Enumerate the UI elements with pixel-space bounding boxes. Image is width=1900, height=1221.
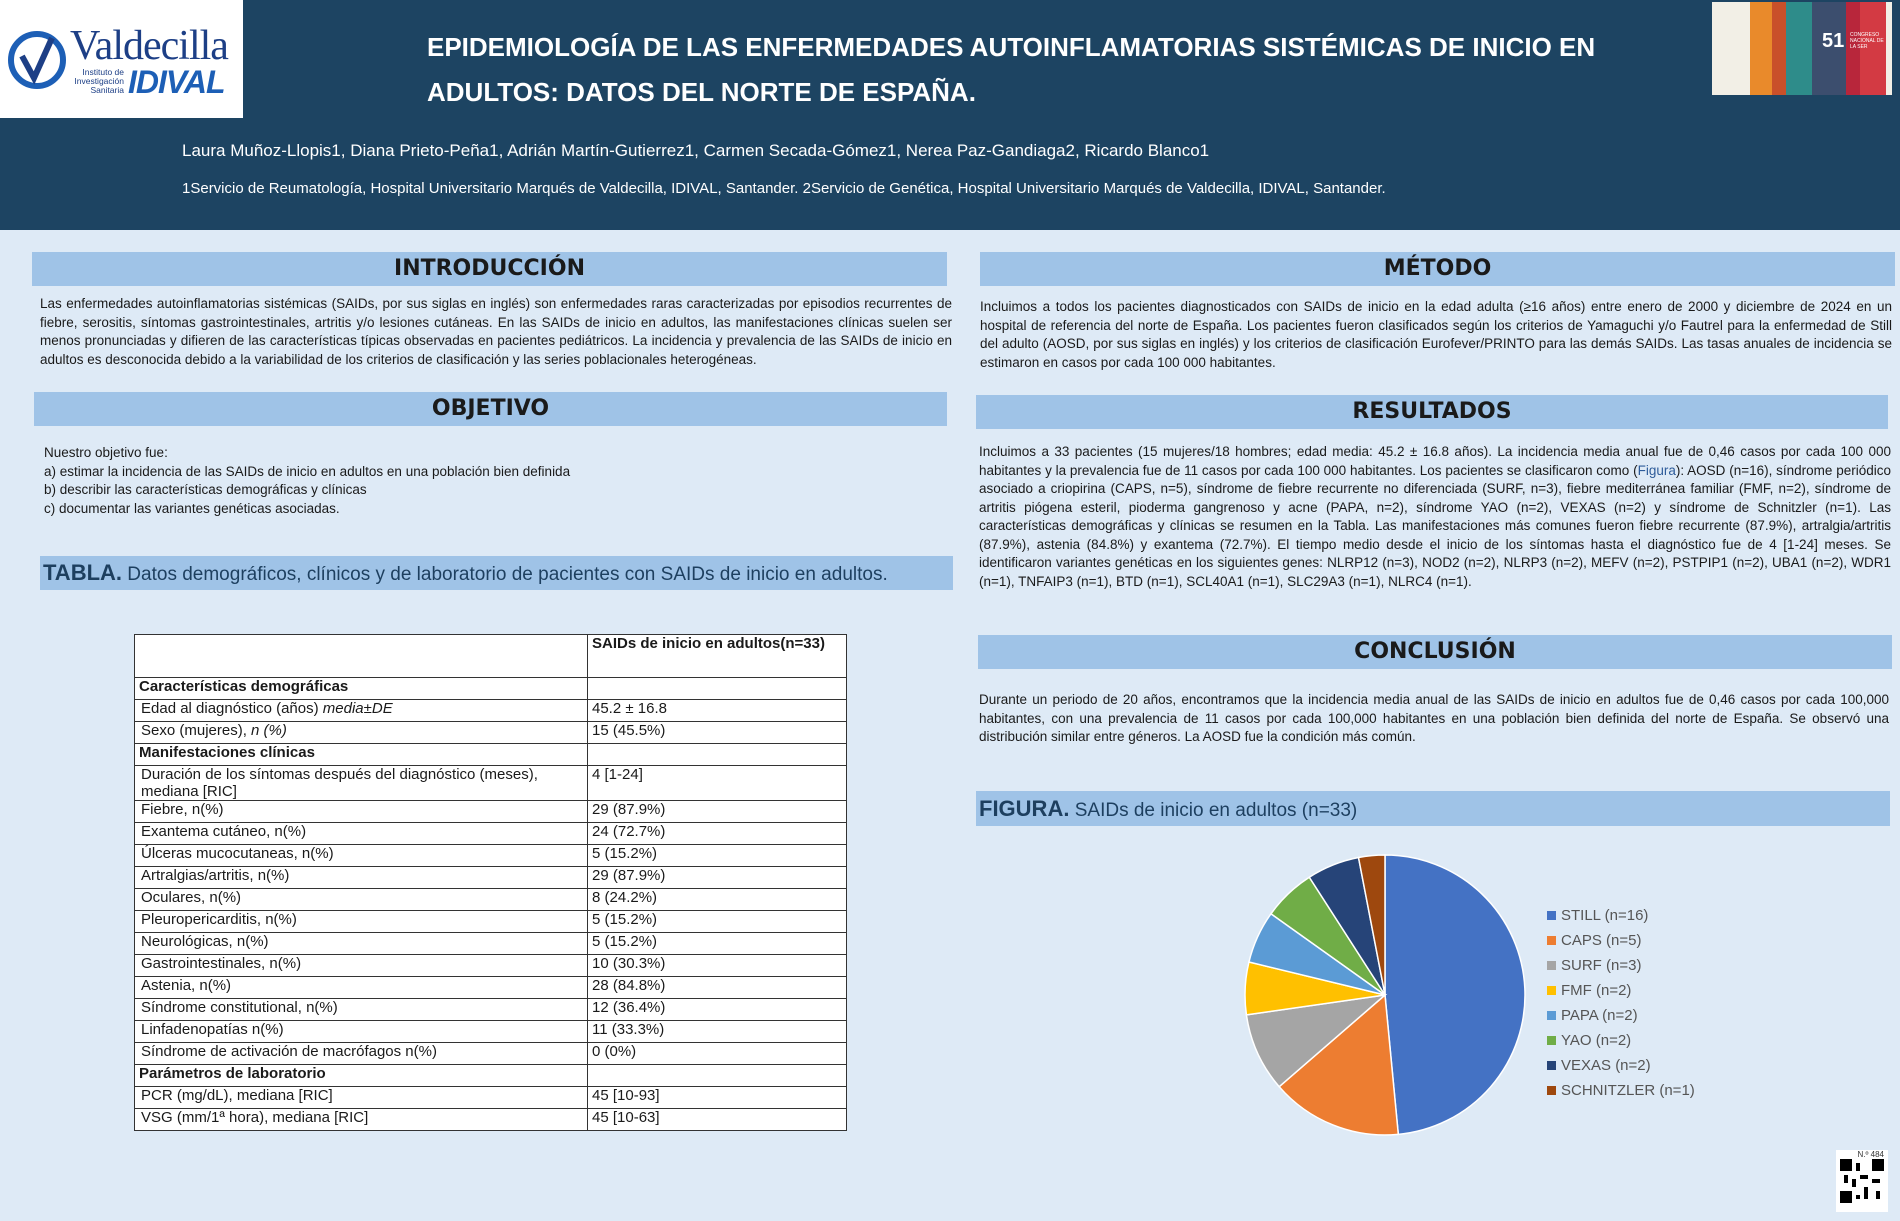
table-section-row — [135, 1065, 847, 1087]
table-row — [135, 977, 847, 999]
legend-label: FMF (n=2) — [1561, 982, 1632, 999]
row-label-text: Oculares, n(%) — [141, 889, 242, 906]
legend-swatch — [1547, 1086, 1556, 1095]
resultados-text — [979, 443, 1891, 591]
table-row — [135, 1109, 847, 1131]
congress-text: CONGRESO NACIONAL DE LA SER — [1850, 32, 1884, 50]
table-row-label — [135, 722, 588, 744]
row-label-unit: media±DE — [322, 700, 393, 717]
row-label-text: Sexo (mujeres), — [141, 722, 252, 739]
table-column-header: SAIDs de inicio en adultos(n=33) — [588, 635, 847, 678]
table-row — [135, 999, 847, 1021]
table-row-label — [135, 977, 588, 999]
table-row — [135, 867, 847, 889]
table-row-value: 5 (15.2%) — [588, 845, 847, 867]
legend-label: VEXAS (n=2) — [1561, 1057, 1651, 1074]
table-row — [135, 1087, 847, 1109]
row-label-text: PCR (mg/dL), mediana [RIC] — [141, 1087, 333, 1104]
table-row — [135, 700, 847, 722]
table-header-row — [135, 635, 847, 678]
table-row-label — [135, 744, 588, 766]
intro-heading: INTRODUCCIÓN — [32, 252, 947, 286]
table-row-value: 29 (87.9%) — [588, 801, 847, 823]
row-label-text: Duración de los síntomas después del diagnóstico (meses), mediana [RIC] — [141, 766, 538, 800]
logo-idival: IDIVAL — [128, 64, 225, 100]
table-row-value: 45 [10-63] — [588, 1109, 847, 1131]
table-row-value: 5 (15.2%) — [588, 911, 847, 933]
objetivo-list — [44, 444, 944, 518]
legend-label: SURF (n=3) — [1561, 957, 1642, 974]
legend-swatch — [1547, 1036, 1556, 1045]
tabla-caption-label: TABLA. — [43, 560, 123, 585]
legend-label: PAPA (n=2) — [1561, 1007, 1638, 1024]
intro-text: Las enfermedades autoinflamatorias sistémicas (SAIDs, por sus siglas en inglés) son enfermedades raras caracterizadas por episodios recurrentes de fiebre, serositis, síntomas gastrointestinales, artritis y/o lesiones cutáneas. En las SAIDs de inicio en adultos, las manifestaciones clínicas suelen ser menos pronunciadas y difieren de las características típicas observadas en pacientes pediátricos. La incidencia y prevalencia de las SAIDs de inicio en adultos es desconocida debido a la variabilidad de los criterios de clasificación y las series poblacionales heterogéneas. — [40, 296, 952, 367]
table-row-value: 28 (84.8%) — [588, 977, 847, 999]
legend-item-caps — [1547, 928, 1695, 953]
legend-label: SCHNITZLER (n=1) — [1561, 1082, 1695, 1099]
conclusion-heading: CONCLUSIÓN — [978, 635, 1892, 669]
figura-caption-label: FIGURA. — [979, 796, 1070, 821]
table-row-value: 8 (24.2%) — [588, 889, 847, 911]
table-row-label — [135, 955, 588, 977]
legend-label: CAPS (n=5) — [1561, 932, 1642, 949]
legend-swatch — [1547, 961, 1556, 970]
legend-item-still — [1547, 903, 1695, 928]
row-label-text: Características demográficas — [139, 678, 349, 695]
legend-item-vexas — [1547, 1053, 1695, 1078]
qr-code-icon — [1840, 1159, 1884, 1203]
table-row-label — [135, 1109, 588, 1131]
affiliations: 1Servicio de Reumatología, Hospital Universitario Marqués de Valdecilla, IDIVAL, Santander. 2Servicio de Genética, Hospital Universitario Marqués de Valdecilla, IDIVAL, Santander. — [182, 180, 1386, 197]
metodo-heading: MÉTODO — [980, 252, 1895, 286]
table-row-value — [588, 744, 847, 766]
table-row — [135, 955, 847, 977]
conclusion-text: Durante un periodo de 20 años, encontramos que la incidencia media anual de las SAIDs de inicio en adultos fue de 0,46 casos por cada 100,000 habitantes, con una prevalencia de 11 casos por cada 100,000 habitantes en una población bien definida del norte de España. Se observó una distribución similar entre géneros. La AOSD fue la condición más común. — [979, 692, 1889, 744]
table-row-value: 4 [1-24] — [588, 766, 847, 801]
table-row-label — [135, 700, 588, 722]
table-row — [135, 933, 847, 955]
table-row-value: 0 (0%) — [588, 1043, 847, 1065]
table-row-label — [135, 1021, 588, 1043]
row-label-text: Fiebre, n(%) — [141, 801, 224, 818]
congress-number: 51 — [1822, 30, 1845, 52]
authors: Laura Muñoz-Llopis1, Diana Prieto-Peña1, Adrián Martín-Gutierrez1, Carmen Secada-Gómez1, Nerea Paz-Gandiaga2, Ricardo Blanco1 — [182, 141, 1210, 160]
valdecilla-emblem-icon — [8, 20, 66, 100]
table-row — [135, 1043, 847, 1065]
table-row-value: 10 (30.3%) — [588, 955, 847, 977]
legend-item-papa — [1547, 1003, 1695, 1028]
row-label-text: Linfadenopatías n(%) — [141, 1021, 284, 1038]
row-label-unit: n (%) — [251, 722, 287, 739]
legend-label: YAO (n=2) — [1561, 1032, 1632, 1049]
legend-swatch — [1547, 936, 1556, 945]
table-row — [135, 766, 847, 801]
table-row-label — [135, 933, 588, 955]
table-row-label — [135, 1065, 588, 1087]
resultados-text-start: Incluimos a 33 pacientes (15 mujeres/18 hombres; edad media: 45.2 ± 16.8 años). La incidencia media anual fue de 0,46 casos por cada 100 000 habitantes y la prevalencia fue de 11 casos por cada 100 000 habitantes. Los pacientes se clasificaron como ( — [979, 444, 1891, 478]
table-row-label — [135, 1043, 588, 1065]
logo-name: Valdecilla — [70, 23, 228, 69]
legend-item-surf — [1547, 953, 1695, 978]
row-label-text: Exantema cutáneo, n(%) — [141, 823, 307, 840]
legend-item-schnitzler — [1547, 1078, 1695, 1103]
table-row-label — [135, 823, 588, 845]
table-row-label — [135, 999, 588, 1021]
legend-item-yao — [1547, 1028, 1695, 1053]
table-row-value — [588, 678, 847, 700]
objetivo-item-c: c) documentar las variantes genéticas asociadas. — [44, 500, 340, 516]
legend-item-fmf — [1547, 978, 1695, 1003]
title-line-1: EPIDEMIOLOGÍA DE LAS ENFERMEDADES AUTOINFLAMATORIAS SISTÉMICAS DE INICIO EN — [427, 32, 1596, 62]
saids-pie-chart — [1240, 850, 1530, 1140]
demographics-table — [134, 634, 847, 1131]
table-header-empty — [135, 635, 588, 678]
table-section-row — [135, 744, 847, 766]
table-row-value: 29 (87.9%) — [588, 867, 847, 889]
pie-legend — [1547, 903, 1695, 1103]
table-row-label — [135, 678, 588, 700]
objetivo-lead: Nuestro objetivo fue: — [44, 445, 168, 460]
table-row-value: 45 [10-93] — [588, 1087, 847, 1109]
row-label-text: VSG (mm/1ª hora), mediana [RIC] — [141, 1109, 369, 1126]
row-label-text: Edad al diagnóstico (años) — [141, 700, 323, 717]
legend-swatch — [1547, 986, 1556, 995]
header-banner — [0, 0, 1900, 230]
figura-caption — [976, 791, 1890, 826]
table-row-value: 11 (33.3%) — [588, 1021, 847, 1043]
table-row — [135, 722, 847, 744]
qr-code — [1836, 1150, 1888, 1212]
table-row — [135, 845, 847, 867]
legend-label: STILL (n=16) — [1561, 907, 1649, 924]
row-label-text: Gastrointestinales, n(%) — [141, 955, 302, 972]
row-label-text: Parámetros de laboratorio — [139, 1065, 326, 1082]
table-row-label — [135, 1087, 588, 1109]
row-label-text: Síndrome constitutional, n(%) — [141, 999, 338, 1016]
row-label-text: Astenia, n(%) — [141, 977, 232, 994]
table-row — [135, 889, 847, 911]
legend-swatch — [1547, 911, 1556, 920]
title-line-2: ADULTOS: DATOS DEL NORTE DE ESPAÑA. — [427, 77, 976, 107]
table-row-value — [588, 1065, 847, 1087]
objetivo-item-b: b) describir las características demográficas y clínicas — [44, 482, 367, 497]
table-row-value: 45.2 ± 16.8 — [588, 700, 847, 722]
table-row-label — [135, 911, 588, 933]
resultados-text-end: ): AOSD (n=16), síndrome periódico asociado a criopirina (CAPS, n=5), síndrome de fiebre recurrente no diferenciada (SURF, n=3), fiebre mediterránea familiar (FMF, n=2), síndrome de artritis piógena esteril, pioderma gangrenoso y acne (PAPA, n=2), síndrome YAO (n=2), VEXAS (n=2) y síndrome de Schnitzler (n=1). Las características demográficas y clínicas se resumen en la Tabla. Las manifestaciones más comunes fueron fiebre recurrente (87.9%), artralgia/artritis (87.9%), astenia (84.8%) y exantema (72.7%). El tiempo medio desde el inicio de los síntomas hasta el diagnóstico fue de 4 [1-24] meses. Se identificaron variantes genéticas en los siguientes genes: NLRP12 (n=3), NOD2 (n=2), NLRP3 (n=2), MEFV (n=2), PSTPIP1 (n=2), UBA1 (n=2), WDR1 (n=1), TNFAIP3 (n=1), BTD (n=1), SCL40A1 (n=1), SLC29A3 (n=1), NLRC4 (n=1). — [979, 462, 1891, 589]
row-label-text: Síndrome de activación de macrófagos n(%) — [141, 1043, 437, 1060]
row-label-text: Pleuropericarditis, n(%) — [141, 911, 297, 928]
table-row-value: 15 (45.5%) — [588, 722, 847, 744]
row-label-text: Úlceras mucocutaneas, n(%) — [141, 845, 334, 862]
objetivo-heading: OBJETIVO — [34, 392, 947, 426]
figura-caption-text: SAIDs de inicio en adultos (n=33) — [1069, 800, 1358, 821]
figure-reference-link[interactable]: Figura — [1637, 462, 1676, 478]
poster-title — [427, 25, 1657, 115]
tabla-caption — [40, 556, 953, 590]
table-row-label — [135, 867, 588, 889]
valdecilla-logo — [0, 0, 243, 118]
table-row — [135, 1021, 847, 1043]
table-row — [135, 911, 847, 933]
tabla-caption-text: Datos demográficos, clínicos y de laboratorio de pacientes con SAIDs de inicio en adultos. — [122, 564, 888, 585]
row-label-text: Artralgias/artritis, n(%) — [141, 867, 290, 884]
pie-slice-still — [1385, 855, 1525, 1134]
table-row — [135, 823, 847, 845]
table-row-label — [135, 801, 588, 823]
table-row-label — [135, 889, 588, 911]
resultados-heading: RESULTADOS — [976, 395, 1888, 429]
row-label-text: Neurológicas, n(%) — [141, 933, 269, 950]
table-row — [135, 801, 847, 823]
logo-subtitle: Instituto de Investigación Sanitaria — [74, 67, 124, 95]
table-row-value: 5 (15.2%) — [588, 933, 847, 955]
table-row-label — [135, 766, 588, 801]
table-row-label — [135, 845, 588, 867]
table-row-value: 12 (36.4%) — [588, 999, 847, 1021]
table-section-row — [135, 678, 847, 700]
table-row-value: 24 (72.7%) — [588, 823, 847, 845]
poster-number: N.º 484 — [1857, 1150, 1884, 1159]
metodo-text: Incluimos a todos los pacientes diagnosticados con SAIDs de inicio en la edad adulta (≥16 años) entre enero de 2000 y diciembre de 2024 en un hospital de referencia del norte de España. Los pacientes fueron clasificados según los criterios de Yamaguchi y/o Fautrel para la enfermedad de Still del adulto (AOSD, por sus siglas en inglés) y los criterios de clasificación Eurofever/PRINTO para las demás SAIDs. Las tasas anuales de incidencia se estimaron en casos por cada 100 000 habitantes. — [980, 299, 1892, 370]
legend-swatch — [1547, 1011, 1556, 1020]
congress-logo — [1712, 2, 1892, 95]
legend-swatch — [1547, 1061, 1556, 1070]
objetivo-item-a: a) estimar la incidencia de las SAIDs de inicio en adultos en una población bien definida — [44, 463, 571, 479]
row-label-text: Manifestaciones clínicas — [139, 744, 315, 761]
